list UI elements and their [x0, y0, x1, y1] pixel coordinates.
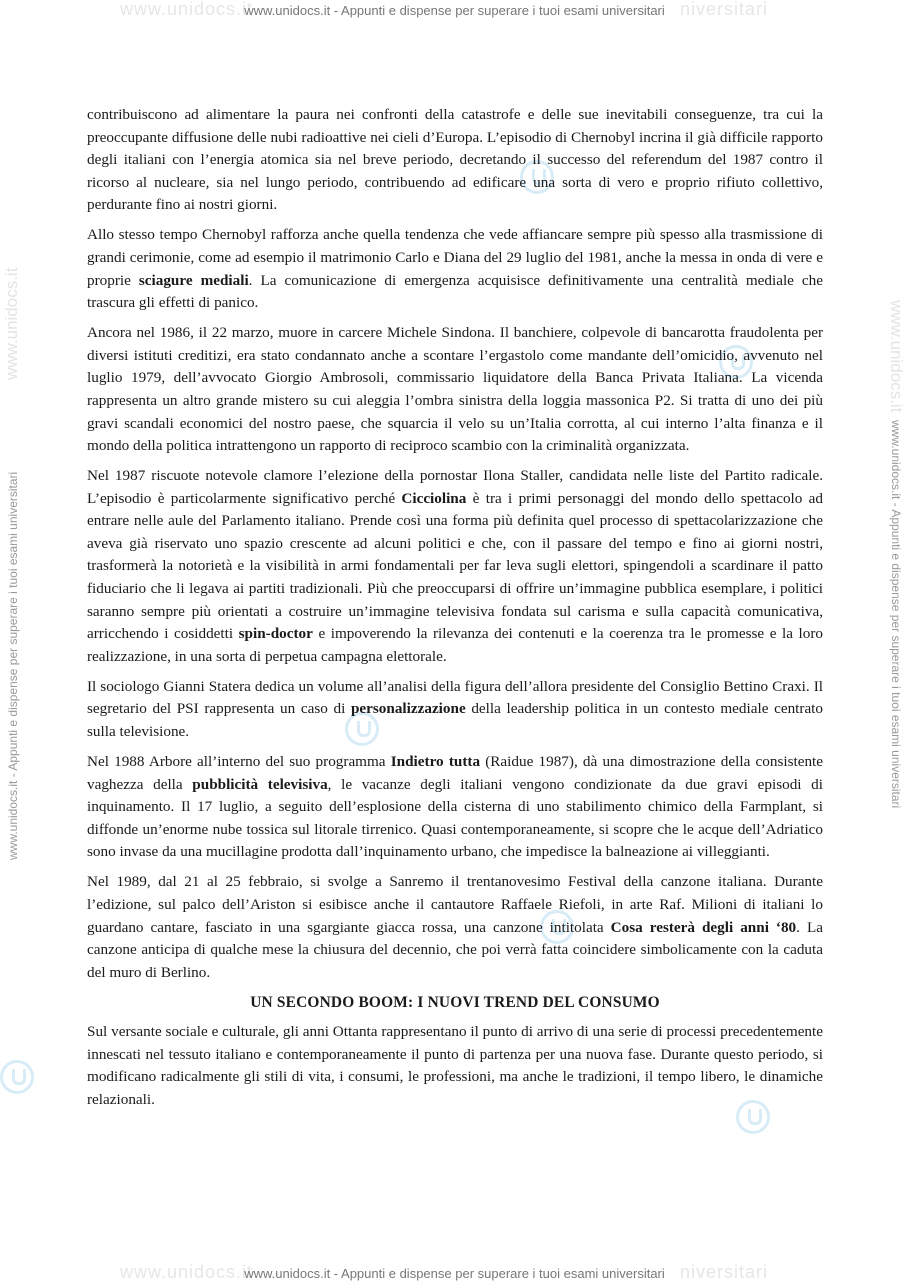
document-body [87, 104, 823, 1119]
paragraph [87, 224, 823, 314]
footer-watermark: www.unidocs.it - Appunti e dispense per superare i tuoi esami universitari [244, 1266, 665, 1281]
bold-term: spin-doctor [238, 625, 313, 643]
paragraph-text: contribuiscono ad alimentare la paura nei confronti della catastrofe e delle sue inevitabili conseguenze, tra cui la preoccupante diffusione delle nubi radioattive nei cieli d’Europa. L’episodio di Chernobyl incrina il già difficile rapporto degli italiani con l’energia atomica sia nel breve periodo, decretando il successo del referendum del 1987 contro il ricorso al nucleare, sia nel lungo periodo, contribuendo ad edificare una sorta di vero e proprio rifiuto collettivo, perdurante fino ai nostri giorni. [87, 106, 823, 214]
left-side-watermark: www.unidocs.it - Appunti e dispense per superare i tuoi esami universitari [6, 471, 20, 860]
paragraph [87, 751, 823, 864]
bold-term: Cosa resterà degli anni ‘80 [610, 918, 797, 936]
section-heading: UN SECONDO BOOM: I NUOVI TREND DEL CONSUMO [250, 993, 660, 1011]
paragraph-text: (Raidue 1987), dà una dimostrazione della consistente vaghezza della [87, 752, 824, 793]
paragraph-text: e impoverendo la rilevanza dei contenuti e la coerenza tra le promesse e la loro realizzazione, in una sorta di perpetua campagna elettorale. [87, 625, 823, 665]
bold-term: sciagure mediali [138, 271, 249, 289]
paragraph-text: Nel 1987 riscuote notevole clamore l’elezione della pornostar Ilona Staller, candidata nelle liste del Partito radicale. L’episodio è particolarmente significativo perché [87, 467, 823, 507]
ghost-suffix: niversitari [680, 0, 769, 19]
paragraph [87, 104, 823, 217]
bold-term: Cicciolina [401, 489, 467, 507]
paragraph-text: Nel 1988 Arbore all’interno del suo programma [87, 752, 391, 770]
paragraph-text: Sul versante sociale e culturale, gli anni Ottanta rappresentano il punto di arrivo di una serie di processi precedentemente innescati nel tessuto italiano e contemporaneamente il punto di partenza per una nuova fase. Durante questo periodo, si modificano radicalmente gli stili di vita, i consumi, le professioni, ma anche le tradizioni, il tempo libero, le dinamiche relazionali. [87, 1023, 823, 1109]
paragraph [87, 871, 823, 984]
paragraph-text: Nel 1989, dal 21 al 25 febbraio, si svolge a Sanremo il trentanovesimo Festival della canzone italiana. Durante l’edizione, sul palco dell’Ariston si esibisce anche il cantautore Raffaele Riefoli, in arte Raf. Milioni di italiani lo guardano cantare, fasciato in una sgargiante giacca rossa, una canzone intitolata [87, 873, 823, 936]
paragraph [87, 322, 823, 458]
paragraph-text: , le vacanze degli italiani vengono condizionate da due gravi episodi di inquinamento. Il 17 luglio, a seguito dell’esplosione della cisterna di uno stabilimento chimico della Farmplant, si diffonde un’enorme nube tossica sul litorale tirrenico. Quasi contemporaneamente, si scopre che le acque dell’Adriatico sono invase da una mucillagine prodotta dall’inquinamento urbano, che impedisce la balneazione ai villeggianti. [87, 775, 823, 861]
paragraph-text: è tra i primi personaggi del mondo dello spettacolo ad entrare nelle aule del Parlamento italiano. Prende così una forma più definita quel processo di spettacolarizzazione che aveva già riservato uno spazio crescente ad alcuni politici e che, con il passare del tempo e fino ai giorni nostri, trasformerà la notorietà e la visibilità in armi fondamentali per far leva sugli elettori, spingendoli a scardinare il patto fiduciario che li legava ai partiti tradizionali. Più che preoccuparsi di offrire un’immagine pubblica esemplare, i politici saranno sempre più orientati a costruire un’immagine televisiva fondata sul carisma e sulla capacità comunicativa, arricchendo i cosiddetti [87, 489, 823, 643]
right-ghost-watermark: www.unidocs.it [887, 300, 906, 413]
ghost-suffix: niversitari [680, 1262, 769, 1282]
paragraph-text: . La canzone anticipa di qualche mese la chiusura del decennio, che poi verrà fatta coincidere simbolicamente con la caduta del muro di Berlino. [87, 918, 823, 981]
paragraph [87, 676, 823, 744]
watermark-logo-icon [0, 1060, 34, 1094]
left-ghost-watermark: www.unidocs.it [2, 267, 21, 380]
bold-term: Indietro tutta [390, 752, 481, 770]
paragraph-text: Allo stesso tempo Chernobyl rafforza anche quella tendenza che vede affiancare sempre più spesso alla trasmissione di grandi cerimonie, come ad esempio il matrimonio Carlo e Diana del 29 luglio del 1981, anche la messa in onda di vere e proprie [87, 226, 823, 289]
paragraph [87, 1021, 823, 1111]
ghost-prefix: www.unidocs.it [120, 0, 254, 19]
ghost-prefix: www.unidocs.it [120, 1262, 254, 1282]
right-side-watermark: www.unidocs.it - Appunti e dispense per superare i tuoi esami universitari [889, 420, 903, 809]
paragraph [87, 465, 823, 668]
header-watermark: www.unidocs.it - Appunti e dispense per superare i tuoi esami universitari [244, 3, 665, 18]
bold-term: personalizzazione [350, 700, 466, 718]
paragraph-text: . La comunicazione di emergenza acquisisce definitivamente una centralità mediale che trascura gli effetti di panico. [87, 271, 823, 312]
paragraph-text: Ancora nel 1986, il 22 marzo, muore in carcere Michele Sindona. Il banchiere, colpevole di bancarotta fraudolenta per diversi istituti creditizi, era stato condannato anche a scontare l’ergastolo come mandante dell’omicidio, avvenuto nel luglio 1979, dell’avvocato Giorgio Ambrosoli, commissario liquidatore della Banca Privata Italiana. La vicenda rappresenta un altro grande mistero su cui aleggia l’ombra sinistra della loggia massonica P2. Si tratta di uno dei più gravi scandali economici del nostro paese, che squarcia il velo su un’Italia corrotta, al cui interno l’alta finanza e il mondo della politica intrattengono un rapporto di reciproco scambio con la criminalità organizzata. [87, 324, 823, 455]
paragraph-text: della leadership politica in un contesto mediale centrato sulla televisione. [87, 700, 823, 740]
paragraph-text: Il sociologo Gianni Statera dedica un volume all’analisi della figura dell’allora presidente del Consiglio Bettino Craxi. Il segretario del PSI rappresenta un caso di [87, 677, 823, 718]
bold-term: pubblicità televisiva [192, 775, 328, 793]
